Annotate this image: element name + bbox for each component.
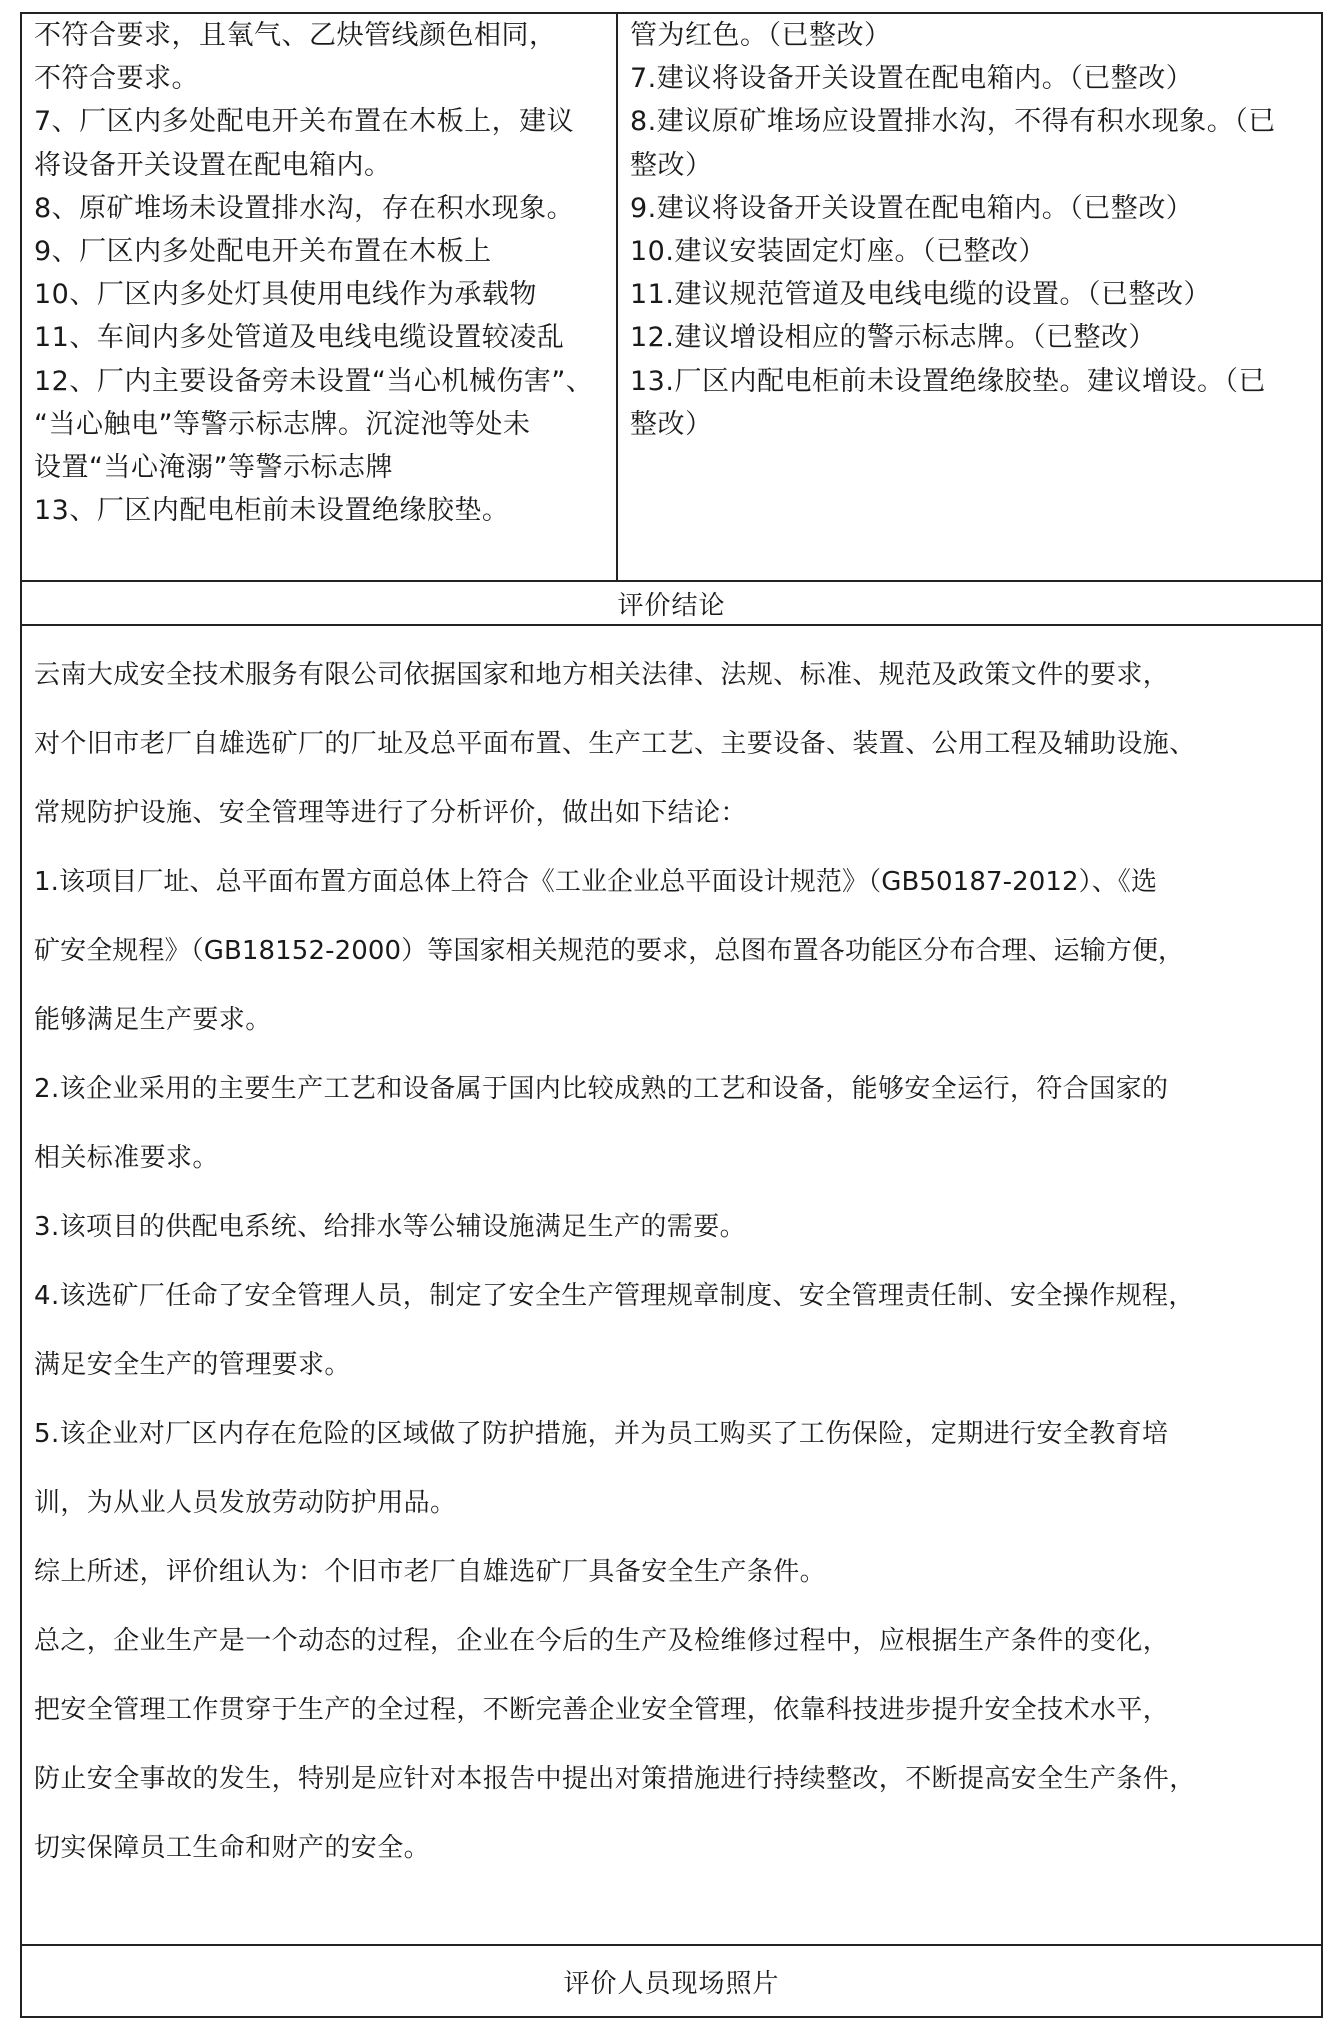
conclusion-line: 对个旧市老厂自雄选矿厂的厂址及总平面布置、生产工艺、主要设备、装置、公用工程及辅助设施、: [34, 729, 1196, 759]
conclusion-line: 常规防护设施、安全管理等进行了分析评价，做出如下结论：: [34, 798, 747, 828]
conclusion-line: 云南大成安全技术服务有限公司依据国家和地方相关法律、法规、标准、规范及政策文件的要求，: [34, 660, 1170, 690]
conclusion-line: 满足安全生产的管理要求。: [34, 1350, 351, 1380]
conclusion-heading: 评价结论: [21, 581, 1322, 625]
conclusion-heading-row: [21, 581, 1322, 625]
issue-line: 12、厂内主要设备旁未设置“当心机械伤害”、: [34, 365, 594, 397]
conclusion-line: 相关标准要求。: [34, 1143, 219, 1173]
rectification-line: 8.建议原矿堆场应设置排水沟，不得有积水现象。（已: [630, 106, 1276, 138]
issue-line: 9、厂区内多处配电开关布置在木板上: [34, 236, 492, 268]
conclusion-line: 训，为从业人员发放劳动防护用品。: [34, 1488, 457, 1518]
issue-line: 不符合要求。: [34, 63, 199, 95]
rectification-column: [617, 13, 1322, 581]
rectification-line: 11.建议规范管道及电线电缆的设置。（已整改）: [630, 279, 1211, 311]
conclusion-line: 1.该项目厂址、总平面布置方面总体上符合《工业企业总平面设计规范》（GB50187-2012）、《选: [34, 867, 1158, 897]
conclusion-line: 切实保障员工生命和财产的安全。: [34, 1833, 431, 1863]
rectification-line: 9.建议将设备开关设置在配电箱内。（已整改）: [630, 192, 1194, 224]
rectification-line: 10.建议安装固定灯座。（已整改）: [630, 236, 1046, 268]
conclusion-line: 能够满足生产要求。: [34, 1005, 272, 1035]
issues-row: [21, 13, 1322, 581]
conclusion-line: 3.该项目的供配电系统、给排水等公辅设施满足生产的需要。: [34, 1212, 747, 1242]
photos-heading: 评价人员现场照片: [21, 1945, 1322, 2017]
issue-line: 将设备开关设置在配电箱内。: [34, 149, 392, 181]
conclusion-line: 2.该企业采用的主要生产工艺和设备属于国内比较成熟的工艺和设备，能够安全运行，符合国家的: [34, 1074, 1169, 1104]
issue-line: 7、厂区内多处配电开关布置在木板上，建议: [34, 106, 575, 138]
rectification-line: 管为红色。（已整改）: [630, 20, 892, 51]
issue-line: 8、原矿堆场未设置排水沟，存在积水现象。: [34, 192, 575, 224]
issue-line: 10、厂区内多处灯具使用电线作为承载物: [34, 279, 537, 311]
conclusion-line: 把安全管理工作贯穿于生产的全过程，不断完善企业安全管理，依靠科技进步提升安全技术水平，: [34, 1695, 1170, 1725]
conclusion-line: 总之，企业生产是一个动态的过程，企业在今后的生产及检维修过程中，应根据生产条件的变化，: [34, 1626, 1170, 1656]
conclusion-line: 4.该选矿厂任命了安全管理人员，制定了安全生产管理规章制度、安全管理责任制、安全操作规程，: [34, 1281, 1195, 1311]
issue-line: 设置“当心淹溺”等警示标志牌: [34, 452, 393, 484]
rectification-line: 整改）: [630, 408, 713, 440]
conclusion-line: 矿安全规程》（GB18152-2000）等国家相关规范的要求，总图布置各功能区分布合理、运输方便，: [34, 936, 1185, 966]
issues-column: [21, 13, 617, 581]
photos-heading-row: [21, 1945, 1322, 2017]
rectification-line: 12.建议增设相应的警示标志牌。（已整改）: [630, 322, 1156, 354]
issue-line: 不符合要求，且氧气、乙炔管线颜色相同，: [34, 20, 557, 51]
conclusion-line: 防止安全事故的发生，特别是应针对本报告中提出对策措施进行持续整改，不断提高安全生产条件，: [34, 1764, 1196, 1794]
evaluation-table: [20, 12, 1323, 2018]
conclusion-line: 5.该企业对厂区内存在危险的区域做了防护措施，并为员工购买了工伤保险，定期进行安全教育培: [34, 1419, 1169, 1449]
rectification-line: 7.建议将设备开关设置在配电箱内。（已整改）: [630, 63, 1194, 95]
rectification-line: 13.厂区内配电柜前未设置绝缘胶垫。建议增设。（已: [630, 365, 1266, 397]
issue-line: 13、厂区内配电柜前未设置绝缘胶垫。: [34, 495, 510, 527]
conclusion-line: 综上所述，评价组认为：个旧市老厂自雄选矿厂具备安全生产条件。: [34, 1557, 827, 1587]
rectification-line: 整改）: [630, 149, 713, 181]
issue-line: 11、车间内多处管道及电线电缆设置较凌乱: [34, 322, 565, 354]
conclusion-body: [21, 625, 1322, 1945]
conclusion-row: [21, 625, 1322, 1945]
issue-line: “当心触电”等警示标志牌。沉淀池等处未: [34, 408, 531, 440]
